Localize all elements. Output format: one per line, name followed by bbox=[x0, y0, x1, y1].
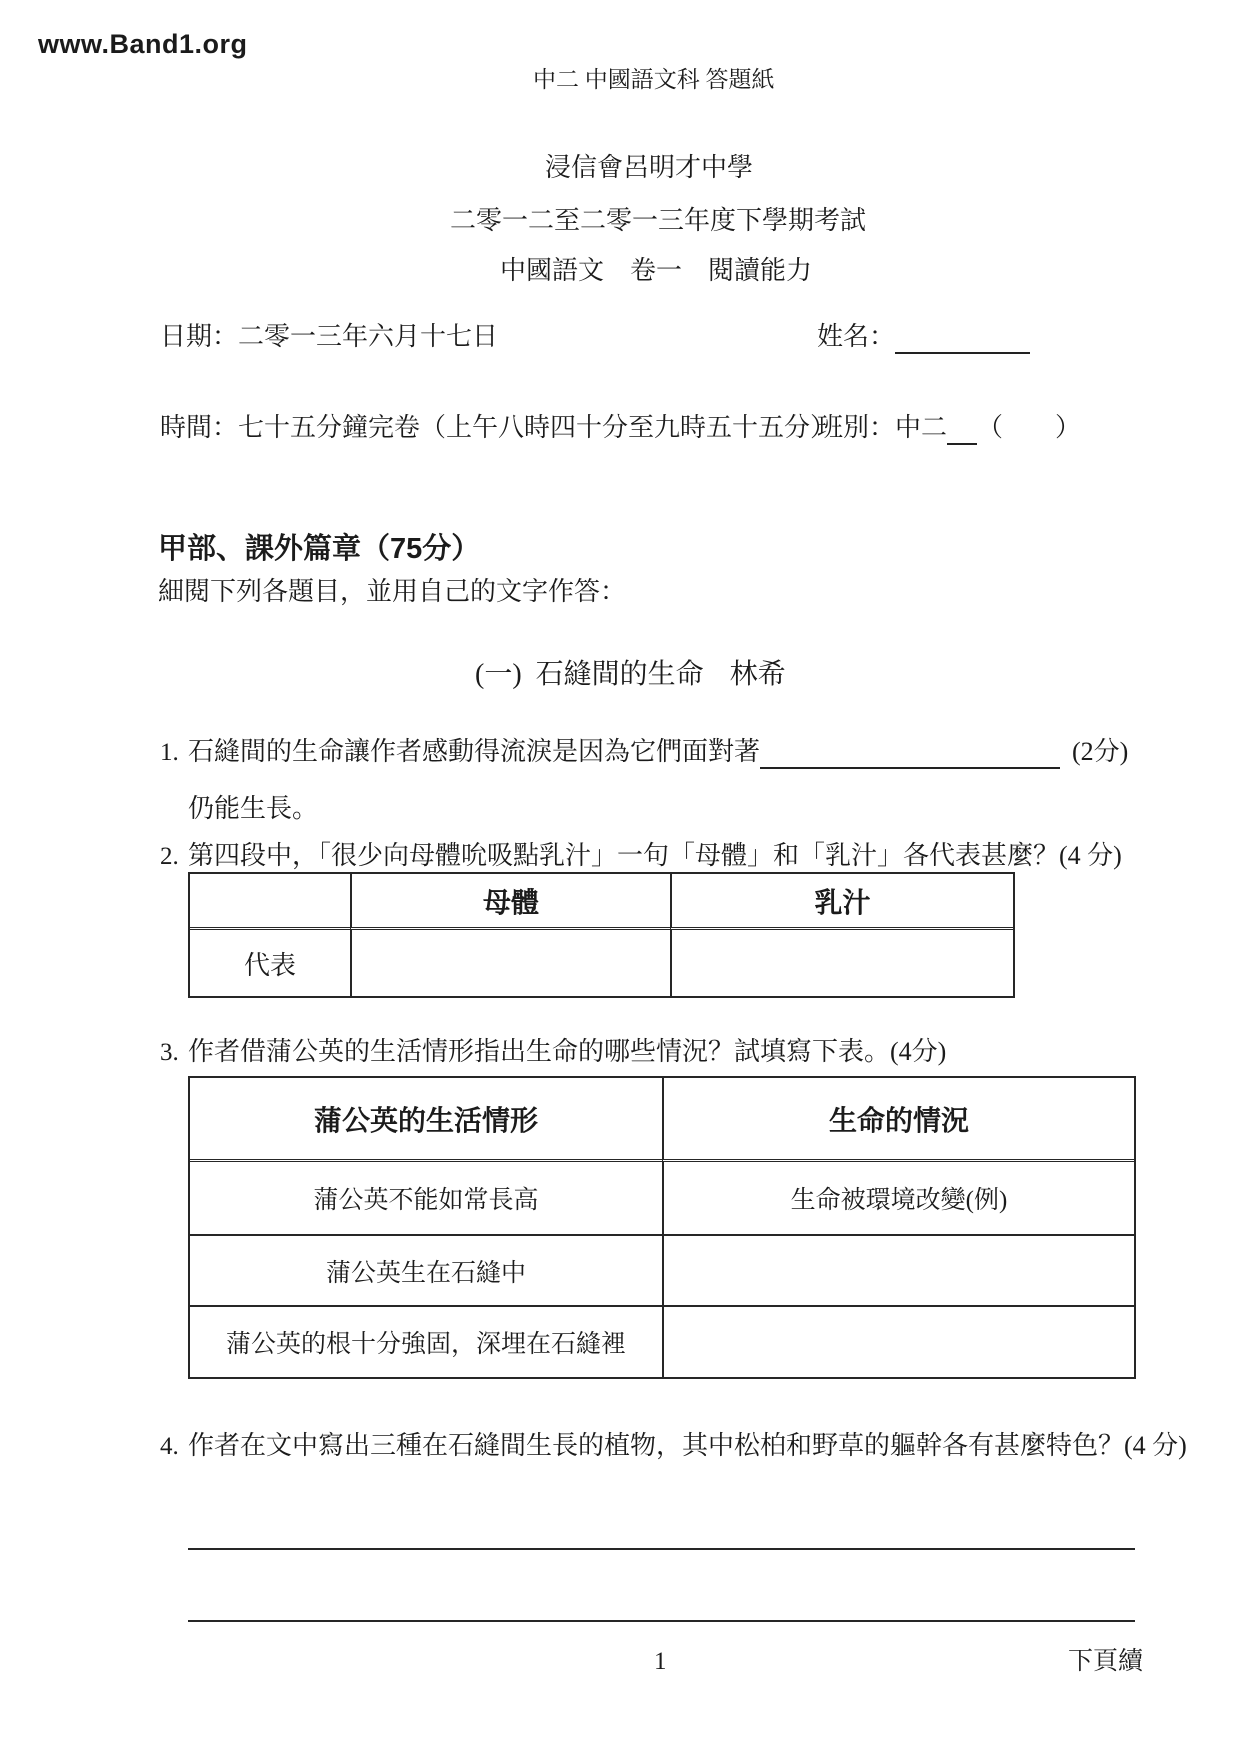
school-name: 浸信會呂明才中學 bbox=[545, 153, 754, 182]
class-parentheses: （ ） bbox=[977, 413, 1082, 442]
q3-row1-life: 生命被環境改變(例) bbox=[662, 1162, 1134, 1234]
question-3 bbox=[160, 1036, 946, 1069]
question-2-text: 第四段中，「很少向母體吮吸點乳汁」一句「母體」和「乳汁」各代表甚麼？(4 分) bbox=[188, 841, 1122, 870]
q2-answer-cell-mother-body bbox=[350, 930, 670, 996]
q3-header-life-situation: 生命的情況 bbox=[662, 1078, 1134, 1162]
question-4 bbox=[160, 1430, 1187, 1463]
continue-next-page-note: 下頁續 bbox=[1068, 1648, 1144, 1675]
question-4-number: 4. bbox=[160, 1433, 179, 1460]
q3-row1-situation: 蒲公英不能如常長高 bbox=[313, 1187, 539, 1214]
q3-header-dandelion-situation: 蒲公英的生活情形 bbox=[190, 1078, 662, 1162]
page-number: 1 bbox=[654, 1648, 667, 1675]
passage-title: 石縫間的生命 bbox=[535, 659, 704, 690]
question-2 bbox=[160, 840, 1122, 873]
section-a-heading: 甲部、課外篇章（75分） bbox=[158, 533, 481, 565]
question-4-answer-line-1 bbox=[188, 1548, 1135, 1550]
q2-header-milk: 乳汁 bbox=[670, 874, 1013, 930]
question-4-answer-line-2 bbox=[188, 1620, 1135, 1622]
q3-row3-life bbox=[662, 1305, 1134, 1377]
question-3-table bbox=[188, 1076, 1136, 1379]
question-1-number: 1. bbox=[160, 739, 179, 766]
class-label: 班別：中二 bbox=[817, 413, 948, 442]
paper-subject-title: 中國語文 卷一 閱讀能力 bbox=[500, 256, 813, 285]
question-3-text: 作者借蒲公英的生活情形指出生命的哪些情況？試填寫下表。(4分) bbox=[188, 1037, 947, 1066]
q3-row2-life bbox=[662, 1234, 1134, 1305]
passage-author: 林希 bbox=[729, 659, 786, 690]
passage-number: (一) bbox=[475, 659, 522, 690]
passage-heading bbox=[475, 657, 786, 692]
question-1-marks: (2分) bbox=[1072, 737, 1129, 766]
paper-type-label: 中二 中國語文科 答題紙 bbox=[533, 67, 775, 92]
date-line: 日期：二零一三年六月十七日 bbox=[160, 322, 499, 351]
section-a-instruction: 細閱下列各題目，並用自己的文字作答： bbox=[158, 577, 627, 606]
name-label: 姓名： bbox=[817, 322, 896, 351]
question-1-text: 石縫間的生命讓作者感動得流淚是因為它們面對著 bbox=[188, 737, 761, 766]
name-blank-line bbox=[895, 324, 1030, 353]
time-line: 時間：七十五分鐘完卷（上午八時四十分至九時五十五分） bbox=[160, 413, 837, 442]
question-4-text: 作者在文中寫出三種在石縫間生長的植物，其中松柏和野草的軀幹各有甚麼特色？(4 分) bbox=[188, 1431, 1187, 1460]
question-1-continuation: 仍能生長。 bbox=[188, 794, 319, 823]
q2-answer-cell-milk bbox=[670, 930, 1013, 996]
question-1-answer-blank bbox=[760, 739, 1060, 768]
site-watermark: www.Band1.org bbox=[38, 29, 248, 59]
question-2-table bbox=[188, 872, 1015, 998]
class-field-group bbox=[817, 412, 1081, 445]
question-1 bbox=[160, 736, 1128, 769]
question-3-number: 3. bbox=[160, 1039, 179, 1066]
q2-header-mother-body: 母體 bbox=[350, 874, 670, 930]
exam-session-title: 二零一二至二零一三年度下學期考試 bbox=[450, 206, 867, 235]
name-field-group bbox=[817, 321, 1030, 354]
class-blank-line bbox=[947, 415, 977, 444]
q3-row3-situation: 蒲公英的根十分強固，深埋在石縫裡 bbox=[190, 1305, 662, 1377]
q3-row2-situation: 蒲公英生在石縫中 bbox=[190, 1234, 662, 1305]
q2-corner-header-cell bbox=[190, 874, 350, 930]
question-2-number: 2. bbox=[160, 843, 179, 870]
q2-row-label: 代表 bbox=[243, 950, 296, 980]
